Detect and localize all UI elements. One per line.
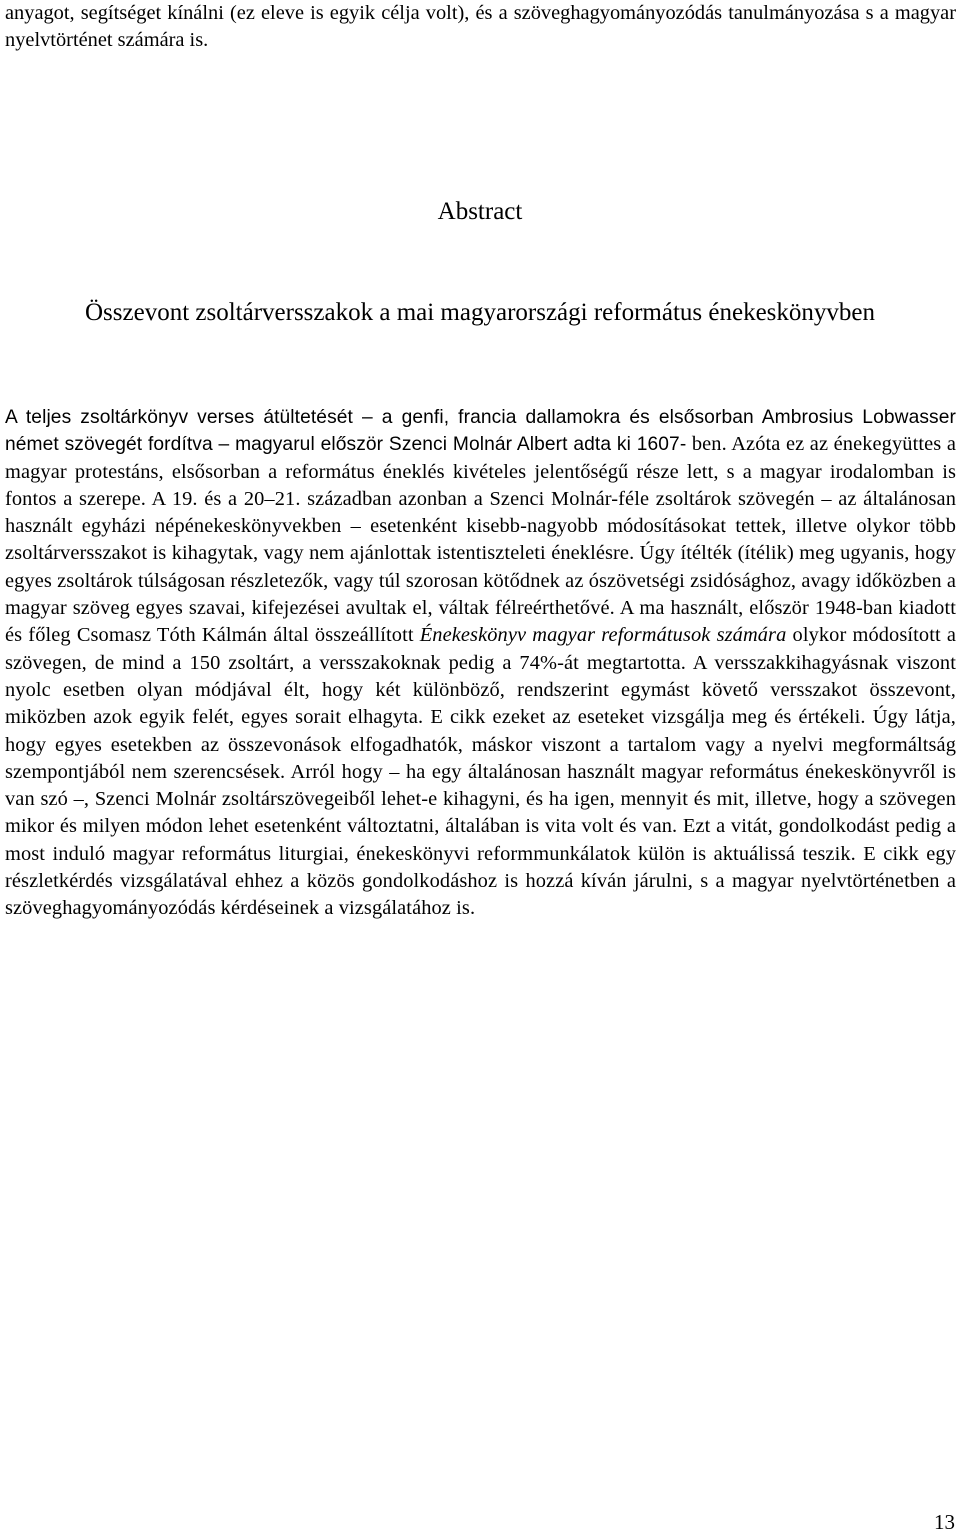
- page-number: 13: [934, 1510, 955, 1534]
- book-title: Énekeskönyv magyar reformátusok számára: [419, 624, 787, 647]
- abstract-opening-text: A teljes zsoltárkönyv verses átültetését – a genfi, francia dallamokra és elsősorban Ambrosius Lobwasser német szövegét fordítva – magyarul először Szenci Molnár Albert adta ki 1607-: [5, 407, 956, 456]
- article-title: Összevont zsoltárversszakok a mai magyarországi református énekeskönyvben: [84, 299, 875, 326]
- abstract-heading: Abstract: [437, 198, 523, 225]
- abstract-main-text: ben. Azóta ez az énekegyüttes a magyar protestáns, elsősorban a református éneklés kivételes jelentőségű része lett, s a magyar irodalomban is fontos a szerepe. A 19. és a 20–21. században azonban a Szenci Molnár-féle zsoltárok szövegén – az általánosan használt egyházi népénekeskönyvekben – esetenként kisebb-nagyobb módosításokat tettek, illetve olykor több zsoltárversszakot is kihagytak, vagy nem ajánlottak istentiszteleti éneklésre. Úgy ítélték (ítélik) meg ugyanis, hogy egyes zsoltárok túlságosan részletezők, vagy túl szorosan kötődnek az ószövetségi zsidósághoz, avagy időközben a magyar szöveg egyes szavai, kifejezései avultak el, váltak félreérthetővé. A ma használt, először 1948-ban kiadott és főleg Csomasz Tóth Kálmán által összeállított: [5, 433, 956, 647]
- continuation-paragraph: anyagot, segítséget kínálni (ez eleve is egyik célja volt), és a szöveghagyományozódás tanulmányozása s a magyar nyelvtörténet számára is.: [5, 2, 956, 52]
- abstract-closing-text: olykor módosított a szövegen, de mind a 150 zsoltárt, a versszakoknak pedig a 74%-át megtartotta. A versszakkihagyásnak viszont nyolc esetben olyan módjával élt, hogy két különböző, rendszerint egymást követő versszakot összevont, miközben azok egyik felét, egyes sorait elhagyta. E cikk ezeket az eseteket vizsgálja meg és értékeli. Úgy látja, hogy egyes esetekben az összevonások elfogadhatók, máskor viszont a tartalom vagy a nyelvi megformáltság szempontjából nem szerencsések. Arról hogy – ha egy általánosan használt magyar református énekeskönyvről is van szó –, Szenci Molnár zsoltárszövegeiből lehet-e kihagyni, és ha igen, mennyit és mit, illetve, hogy a szövegen mikor és milyen módon lehet esetenként változtatni, általában is vita volt és van. Ezt a vitát, gondolkodást pedig a most induló magyar református liturgiai, énekeskönyvi reformmunkálatok külön is aktuálissá teszik. E cikk egy részletkérdés vizsgálatával ehhez a közös gondolkodáshoz is hozzá kíván járulni, s a magyar nyelvtörténetben a szöveghagyományozódás kérdéseinek a vizsgálatához is.: [5, 624, 956, 920]
- abstract-body: [5, 404, 956, 923]
